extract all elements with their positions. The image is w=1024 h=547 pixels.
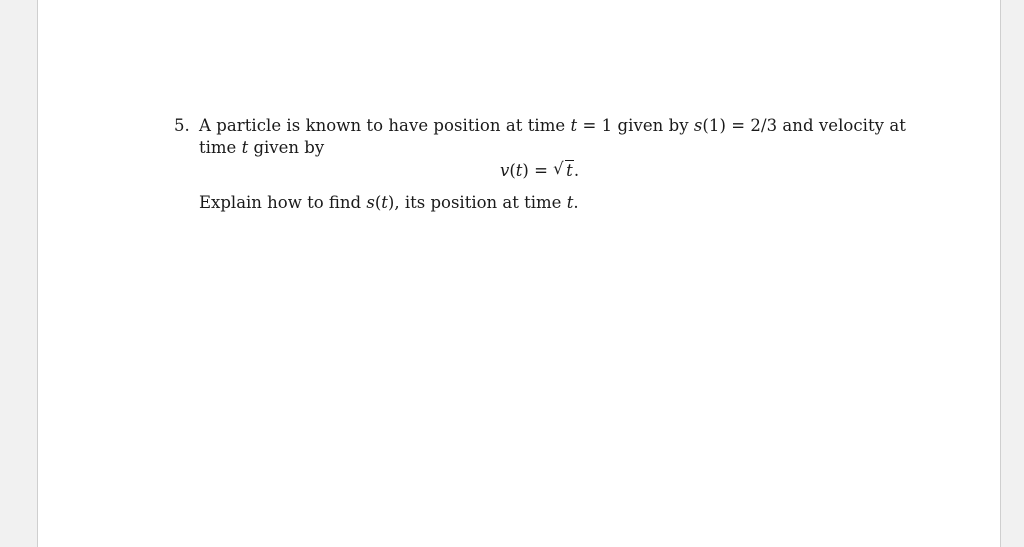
problem-line-2: [199, 138, 324, 158]
problem-number: 5.: [174, 116, 190, 135]
document-page: [37, 0, 1001, 547]
variable-s: s: [693, 116, 703, 135]
text-segment: Explain how to find: [199, 193, 367, 212]
variable-t: t: [570, 116, 578, 135]
problem-line-3: [199, 193, 579, 213]
variable-s: s: [366, 193, 375, 212]
text-segment: .: [573, 193, 579, 212]
problem-line-1: [199, 116, 906, 136]
variable-v: v: [500, 161, 510, 180]
text-segment: .: [573, 161, 580, 180]
variable-t: t: [381, 193, 388, 212]
square-root: [553, 161, 574, 181]
variable-t: t: [566, 161, 573, 180]
text-segment: time: [199, 138, 242, 157]
variable-t: t: [241, 138, 249, 157]
velocity-equation: v(t) = √ t.: [500, 159, 580, 180]
variable-t: t: [515, 161, 523, 180]
variable-t: t: [566, 193, 574, 212]
text-segment: given by: [248, 138, 325, 157]
text-segment: = 1 given by: [577, 116, 694, 135]
text-segment: ), its position at time: [387, 193, 567, 212]
radical-sign: √: [553, 159, 564, 178]
text-segment: (1) = 2/3 and velocity at: [702, 116, 906, 135]
text-segment: A particle is known to have position at time: [199, 116, 571, 135]
text-segment: (: [374, 193, 382, 212]
